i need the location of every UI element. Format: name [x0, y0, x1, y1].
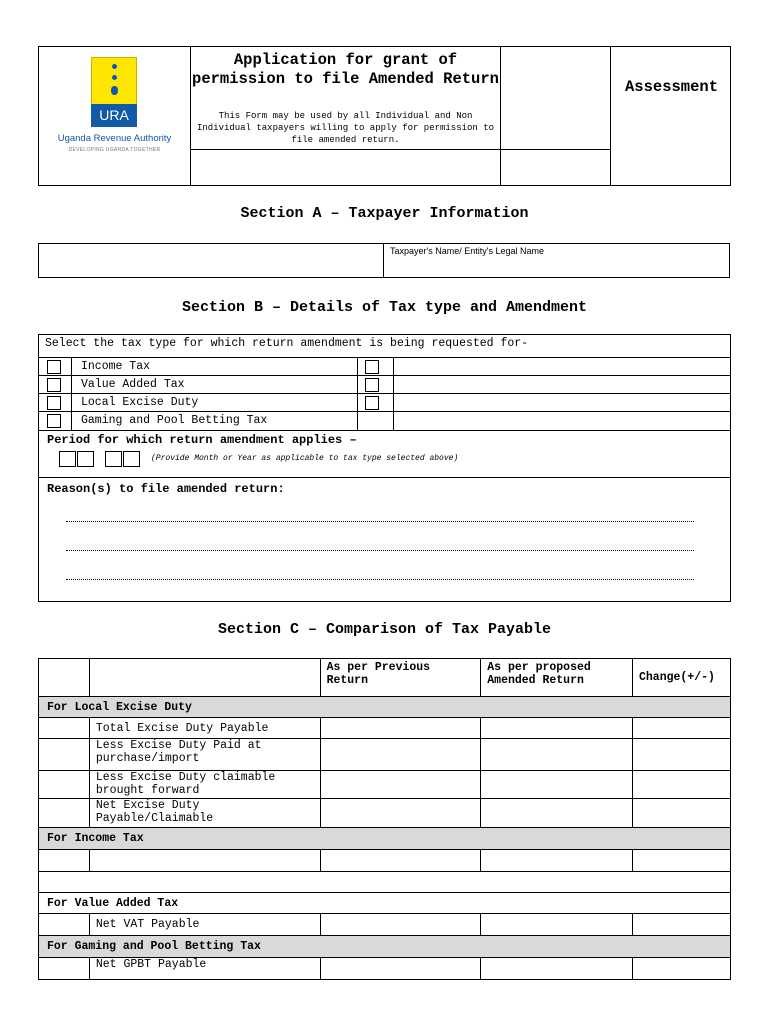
amended-return-cell[interactable] — [481, 958, 633, 980]
reference-cell[interactable] — [500, 47, 610, 185]
reason-label: Reason(s) to file amended return: — [47, 482, 285, 496]
group-title: For Local Excise Duty — [39, 697, 731, 718]
section-a-divider — [383, 244, 384, 277]
form-subtitle: This Form may be used by all Individual and Non Individual taxpayers willing to apply for permission to file amended return. — [196, 111, 495, 145]
change-cell[interactable] — [633, 771, 731, 799]
reason-line[interactable] — [66, 550, 694, 551]
row-label: Net Excise Duty Payable/Claimable — [89, 799, 320, 828]
taxpayer-name-label: Taxpayer's Name/ Entity's Legal Name — [390, 246, 545, 256]
column-header: Change(+/-) — [633, 659, 731, 697]
previous-return-cell[interactable] — [320, 739, 481, 771]
tax-type-label: Gaming and Pool Betting Tax — [81, 414, 268, 427]
tax-type-label: Income Tax — [81, 360, 151, 373]
table-row — [39, 718, 731, 739]
org-tagline: DEVELOPING UGANDA TOGETHER — [68, 147, 161, 153]
table-row — [39, 799, 731, 828]
row-divider — [39, 430, 730, 431]
column-header — [89, 659, 320, 697]
column-header: As per Previous Return — [320, 659, 481, 697]
row-label: Total Excise Duty Payable — [89, 718, 320, 739]
month-digit-box[interactable] — [77, 451, 94, 467]
row-label: Less Excise Duty claimable brought forward — [89, 771, 320, 799]
amended-return-cell[interactable] — [481, 718, 633, 739]
section-a-heading: Section A – Taxpayer Information — [240, 205, 529, 222]
row-divider — [39, 411, 730, 412]
row-label[interactable] — [89, 850, 320, 872]
group-row — [39, 697, 731, 718]
row-label: Net VAT Payable — [89, 914, 320, 936]
tax-type-prompt: Select the tax type for which return amendment is being requested for- — [45, 337, 529, 350]
previous-return-cell[interactable] — [320, 958, 481, 980]
tax-comparison-table — [38, 658, 731, 980]
income-tax-checkbox[interactable] — [47, 360, 61, 374]
logo-cell — [39, 47, 190, 185]
change-cell[interactable] — [633, 799, 731, 828]
column-divider — [71, 357, 72, 430]
previous-return-cell[interactable] — [320, 718, 481, 739]
previous-return-cell[interactable] — [320, 850, 481, 872]
change-cell[interactable] — [633, 739, 731, 771]
logo-text: URA — [91, 104, 137, 127]
row-divider — [39, 375, 730, 376]
year-digit-box[interactable] — [105, 451, 122, 467]
period-label: Period for which return amendment applies – — [47, 433, 357, 447]
table-row — [39, 771, 731, 799]
form-title: Application for grant of permission to file Amended Return — [192, 51, 499, 88]
other-tax-checkbox[interactable] — [365, 378, 379, 392]
month-digit-box[interactable] — [59, 451, 76, 467]
section-b-heading: Section B – Details of Tax type and Amendment — [181, 299, 588, 316]
period-note: (Provide Month or Year as applicable to tax type selected above) — [151, 454, 459, 463]
amended-return-cell[interactable] — [481, 739, 633, 771]
local-excise-duty-checkbox[interactable] — [47, 396, 61, 410]
reason-line[interactable] — [66, 521, 694, 522]
table-row — [39, 958, 731, 980]
assessment-cell — [610, 47, 732, 185]
previous-return-cell[interactable] — [320, 799, 481, 828]
group-row — [39, 936, 731, 958]
taxpayer-name-field[interactable] — [39, 244, 383, 277]
row-divider — [39, 477, 730, 478]
tax-type-label: Local Excise Duty — [81, 396, 199, 409]
column-header — [39, 659, 90, 697]
previous-return-cell[interactable] — [320, 771, 481, 799]
table-header-row — [39, 659, 731, 697]
row-label: Less Excise Duty Paid at purchase/import — [89, 739, 320, 771]
gaming-pool-betting-checkbox[interactable] — [47, 414, 61, 428]
table-row — [39, 739, 731, 771]
amended-return-cell[interactable] — [481, 799, 633, 828]
group-title: For Value Added Tax — [39, 893, 731, 914]
other-tax-checkbox[interactable] — [365, 360, 379, 374]
group-title: For Gaming and Pool Betting Tax — [39, 936, 731, 958]
group-row — [39, 828, 731, 850]
org-name: Uganda Revenue Authority — [57, 133, 172, 144]
column-header: As per proposed Amended Return — [481, 659, 633, 697]
row-label: Net GPBT Payable — [89, 958, 320, 980]
table-row — [39, 914, 731, 936]
assessment-label: Assessment — [624, 78, 718, 96]
tax-type-label: Value Added Tax — [81, 378, 185, 391]
logo-dot-icon — [112, 75, 117, 80]
column-divider — [393, 357, 394, 430]
amended-return-cell[interactable] — [481, 771, 633, 799]
change-cell[interactable] — [633, 850, 731, 872]
row-divider — [39, 393, 730, 394]
change-cell[interactable] — [633, 718, 731, 739]
header-divider — [190, 149, 610, 150]
other-tax-checkbox[interactable] — [365, 396, 379, 410]
year-digit-box[interactable] — [123, 451, 140, 467]
change-cell[interactable] — [633, 958, 731, 980]
group-row — [39, 893, 731, 914]
section-b-box — [38, 334, 731, 602]
amended-return-cell[interactable] — [481, 850, 633, 872]
spacer-row — [39, 872, 731, 893]
vat-checkbox[interactable] — [47, 378, 61, 392]
table-row — [39, 850, 731, 872]
amended-return-cell[interactable] — [481, 914, 633, 936]
group-title: For Income Tax — [39, 828, 731, 850]
row-divider — [39, 357, 730, 358]
form-header — [38, 46, 731, 186]
logo-dot-icon — [112, 64, 117, 69]
title-cell — [190, 47, 500, 185]
reason-line[interactable] — [66, 579, 694, 580]
column-divider — [357, 357, 358, 430]
previous-return-cell[interactable] — [320, 914, 481, 936]
section-c-heading: Section C – Comparison of Tax Payable — [217, 621, 552, 638]
change-cell[interactable] — [633, 914, 731, 936]
logo-dot-icon — [111, 86, 118, 95]
section-a-box — [38, 243, 730, 278]
